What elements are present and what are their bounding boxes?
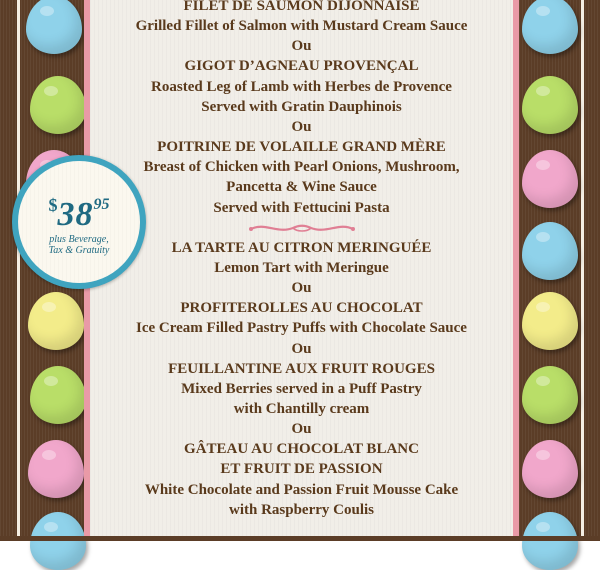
- or-separator: Ou: [291, 280, 312, 297]
- or-separator: Ou: [291, 421, 312, 438]
- dish-title: POITRINE DE VOLAILLE GRAND MÈRE: [157, 139, 446, 156]
- flourish-icon: [247, 220, 357, 236]
- price-note: [18, 234, 140, 256]
- or-separator: Ou: [291, 340, 312, 357]
- price: [18, 195, 140, 234]
- easter-egg-icon: [522, 292, 578, 350]
- dish-description: Roasted Leg of Lamb with Herbes de Provence: [151, 78, 452, 95]
- ornament-divider: [90, 218, 513, 238]
- price-badge-inner: [18, 161, 140, 283]
- paper-border-right: [513, 0, 519, 536]
- menu-list: [90, 0, 513, 520]
- dish-description: Pancetta & Wine Sauce: [226, 179, 377, 196]
- or-separator: Ou: [291, 118, 312, 135]
- dessert-title: FEUILLANTINE AUX FRUIT ROUGES: [168, 360, 435, 377]
- easter-egg-icon: [522, 76, 578, 134]
- price-amount: 38: [57, 196, 94, 233]
- dish-title: GIGOT D’AGNEAU PROVENÇAL: [184, 58, 419, 75]
- easter-egg-icon: [30, 366, 86, 424]
- price-cents: 95: [93, 196, 110, 213]
- dessert-description: Mixed Berries served in a Puff Pastry: [181, 380, 422, 397]
- easter-egg-icon: [28, 292, 84, 350]
- price-currency: $: [48, 195, 58, 215]
- dish-title: FILET DE SAUMON DIJONNAISE: [183, 0, 420, 14]
- easter-egg-icon: [522, 150, 578, 208]
- price-note-line: Tax & Gratuity: [48, 245, 110, 256]
- easter-egg-icon: [30, 76, 86, 134]
- dessert-description: with Chantilly cream: [233, 400, 370, 417]
- dish-description: Grilled Fillet of Salmon with Mustard Cream Sauce: [135, 18, 468, 35]
- easter-egg-icon: [522, 0, 578, 54]
- easter-egg-icon: [30, 512, 86, 570]
- dessert-title: GÂTEAU AU CHOCOLAT BLANC: [184, 441, 419, 458]
- easter-egg-icon: [522, 366, 578, 424]
- dessert-description: White Chocolate and Passion Fruit Mousse Cake: [144, 481, 459, 498]
- or-separator: Ou: [291, 38, 312, 55]
- dessert-title: ET FRUIT DE PASSION: [220, 461, 383, 478]
- frame-bottom: [0, 536, 600, 541]
- easter-egg-icon: [28, 440, 84, 498]
- dish-description: Breast of Chicken with Pearl Onions, Mushroom,: [143, 159, 460, 176]
- dish-description: Served with Fettucini Pasta: [213, 199, 390, 216]
- dessert-title: LA TARTE AU CITRON MERINGUÉE: [171, 239, 432, 256]
- easter-egg-icon: [522, 440, 578, 498]
- dessert-description: Lemon Tart with Meringue: [214, 259, 389, 276]
- price-badge: [12, 155, 146, 289]
- easter-egg-icon: [522, 222, 578, 280]
- dessert-description: Ice Cream Filled Pastry Puffs with Chocolate Sauce: [136, 320, 467, 337]
- price-note-line: plus Beverage,: [49, 234, 109, 245]
- easter-egg-icon: [26, 0, 82, 54]
- easter-egg-icon: [522, 512, 578, 570]
- frame-edge-left: [17, 0, 20, 541]
- dish-description: Served with Gratin Dauphinois: [201, 98, 402, 115]
- dessert-description: with Raspberry Coulis: [228, 501, 374, 518]
- dessert-title: PROFITEROLLES AU CHOCOLAT: [180, 300, 423, 317]
- frame-edge-right: [581, 0, 584, 541]
